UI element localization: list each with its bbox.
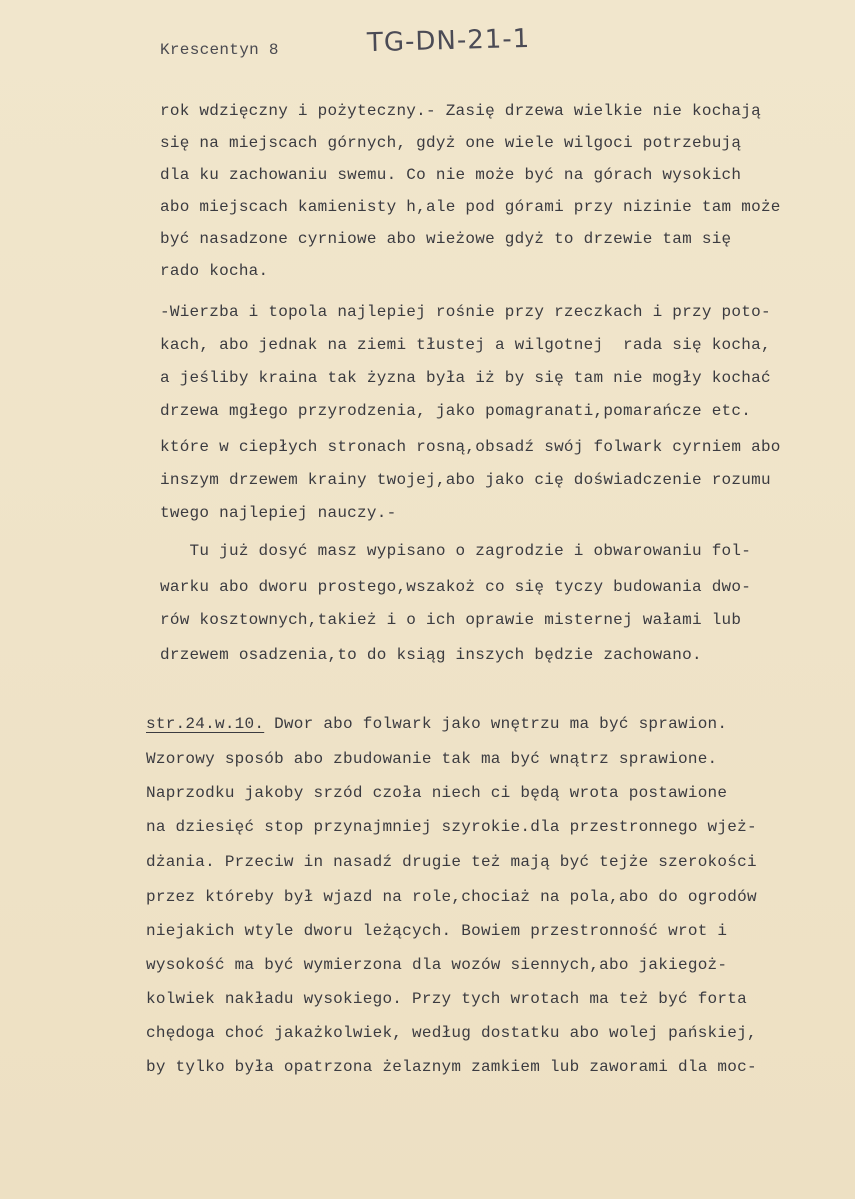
text-line: dla ku zachowaniu swemu. Co nie może być na górach wysokich [160,166,742,184]
text-line: abo miejscach kamienisty h,ale pod górami przy nizinie tam może [160,198,781,216]
text-line: inszym drzewem krainy twojej,abo jako cię doświadczenie rozumu [160,471,771,489]
text-line: rado kocha. [160,262,269,280]
text-line: które w ciepłych stronach rosną,obsadź swój folwark cyrniem abo [160,438,781,456]
text-line: Dwor abo folwark jako wnętrzu ma być sprawion. [264,715,728,733]
text-line: -Wierzba i topola najlepiej rośnie przy rzeczkach i przy poto- [160,303,771,321]
page-reference-line [146,715,727,733]
page-reference: str.24.w.10. [146,715,265,733]
text-line: kach, abo jednak na ziemi tłustej a wilgotnej rada się kocha, [160,336,771,354]
text-line: a jeśliby kraina tak żyzna była iż by się tam nie mogły kochać [160,369,771,387]
text-line: by tylko była opatrzona żelaznym zamkiem lub zaworami dla moc- [146,1058,757,1076]
text-line: rów kosztownych,takież i o ich oprawie misternej wałami lub [160,611,742,629]
text-line: niejakich wtyle dworu leżących. Bowiem przestronność wrot i [146,922,728,940]
handwritten-signature: TG-DN-21-1 [366,23,531,59]
text-line: się na miejscach górnych, gdyż one wiele wilgoci potrzebują [160,134,742,152]
text-line: drzewa mgłego przyrodzenia, jako pomagranati,pomarańcze etc. [160,402,752,420]
text-line: Tu już dosyć masz wypisano o zagrodzie i obwarowaniu fol- [160,542,752,560]
text-line: na dziesięć stop przynajmniej szyrokie.dla przestronnego wjeż- [146,818,757,836]
text-line: przez któreby był wjazd na role,chociaż na pola,abo do ogrodów [146,888,757,906]
text-line: warku abo dworu prostego,wszakoż co się tyczy budowania dwo- [160,578,752,596]
text-line: Naprzodku jakoby srzód czoła niech ci będą wrota postawione [146,784,728,802]
text-line: chędoga choć jakażkolwiek, według dostatku abo wolej pańskiej, [146,1024,757,1042]
text-line: twego najlepiej nauczy.- [160,504,397,522]
text-line: dżania. Przeciw in nasadź drugie też mają być tejże szerokości [146,853,757,871]
text-line: rok wdzięczny i pożyteczny.- Zasię drzewa wielkie nie kochają [160,102,761,120]
text-line: kolwiek nakładu wysokiego. Przy tych wrotach ma też być forta [146,990,747,1008]
text-line: być nasadzone cyrniowe abo wieżowe gdyż to drzewie tam się [160,230,732,248]
text-line: drzewem osadzenia,to do ksiąg inszych będzie zachowano. [160,646,702,664]
page-label: Krescentyn 8 [160,41,279,59]
text-line: Wzorowy sposób abo zbudowanie tak ma być wnątrz sprawione. [146,750,718,768]
text-line: wysokość ma być wymierzona dla wozów siennych,abo jakiegoż- [146,956,728,974]
